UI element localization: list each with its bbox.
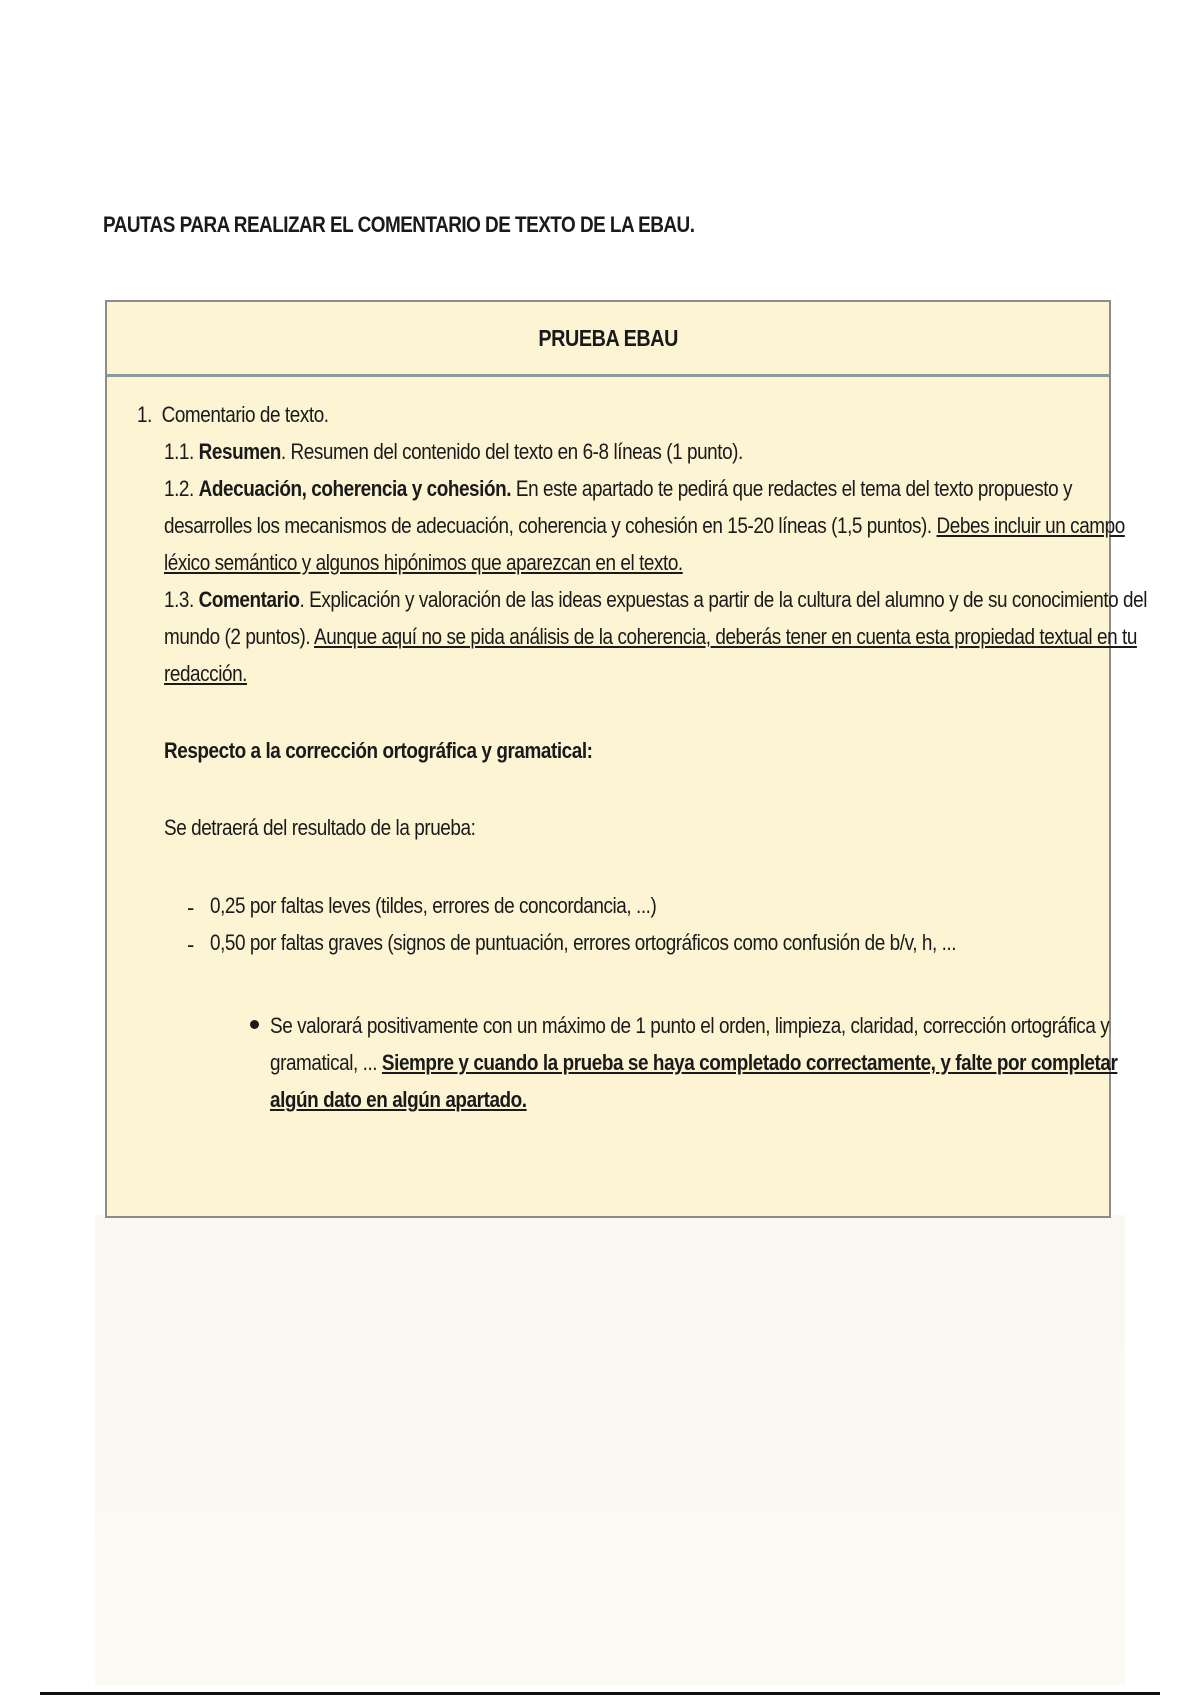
sub-item-1-3-line-1 bbox=[164, 581, 1147, 618]
page-shade bbox=[95, 1215, 1125, 1685]
sub-item-1-3-line-3 bbox=[164, 655, 247, 692]
bullet-dot bbox=[250, 1020, 259, 1029]
sub-item-1-2-line-2 bbox=[164, 507, 1125, 544]
sub-1-2-number: 1.2. bbox=[164, 476, 194, 501]
deduction-item-1: 0,25 por faltas leves (tildes, errores de concordancia, ...) bbox=[210, 893, 657, 918]
sub-1-1-number: 1.1. bbox=[164, 439, 194, 464]
bonus-line-2-bold: Siempre y cuando la prueba se haya completado correctamente, y falte por completar bbox=[381, 1050, 1118, 1075]
sub-1-1-bold: Resumen bbox=[198, 439, 281, 464]
sub-item-1-2-line-1 bbox=[164, 470, 1072, 507]
sub-1-3-underline-2: redacción. bbox=[164, 661, 248, 686]
deduct-intro: Se detraerá del resultado de la prueba: bbox=[164, 815, 476, 840]
sub-1-3-text-1: . Explicación y valoración de las ideas expuestas a partir de la cultura del alumno y de su conocimiento del bbox=[299, 587, 1148, 612]
sub-item-1-1 bbox=[164, 433, 743, 470]
sub-1-2-underline-2: léxico semántico y algunos hipónimos que aparezcan en el texto. bbox=[164, 550, 683, 575]
bonus-line-2 bbox=[270, 1044, 1117, 1081]
bottom-rule bbox=[40, 1692, 1160, 1695]
dash-bullet: - bbox=[187, 932, 195, 957]
sub-item-1-2-line-3 bbox=[164, 544, 683, 581]
prueba-ebau-box bbox=[105, 300, 1148, 1218]
sub-1-3-bold: Comentario bbox=[198, 587, 300, 612]
item-1-number: 1. bbox=[137, 402, 152, 427]
sub-item-1-3-line-2 bbox=[164, 618, 1137, 655]
sub-1-3-number: 1.3. bbox=[164, 587, 194, 612]
sub-1-2-text-2: desarrolles los mecanismos de adecuación, coherencia y cohesión en 15-20 líneas (1,5 puntos). bbox=[164, 513, 937, 538]
box-header bbox=[107, 302, 1109, 377]
sub-1-3-underline-1: Aunque aquí no se pida análisis de la coherencia, deberás tener en cuenta esta propiedad textual en tu bbox=[314, 624, 1137, 649]
sub-1-2-underline-1: Debes incluir un campo bbox=[936, 513, 1125, 538]
sub-1-2-text-1: En este apartado te pedirá que redactes el tema del texto propuesto y bbox=[511, 476, 1073, 501]
item-1-label: Comentario de texto. bbox=[161, 402, 329, 427]
document-title: PAUTAS PARA REALIZAR EL COMENTARIO DE TEXTO DE LA EBAU. bbox=[103, 212, 695, 237]
item-1 bbox=[137, 396, 329, 433]
sub-1-1-text: . Resumen del contenido del texto en 6-8 líneas (1 punto). bbox=[280, 439, 743, 464]
deduction-item-2: 0,50 por faltas graves (signos de puntuación, errores ortográficos como confusión de b/v, h, ... bbox=[210, 930, 957, 955]
box-heading: PRUEBA EBAU bbox=[538, 324, 678, 351]
sub-1-2-bold: Adecuación, coherencia y cohesión. bbox=[198, 476, 512, 501]
correction-heading: Respecto a la corrección ortográfica y gramatical: bbox=[164, 738, 593, 763]
sub-1-3-text-2: mundo (2 puntos). bbox=[164, 624, 315, 649]
bonus-line-3: algún dato en algún apartado. bbox=[270, 1087, 527, 1112]
box-body bbox=[107, 377, 1148, 1216]
bonus-line-2-plain: gramatical, ... bbox=[270, 1050, 382, 1075]
dash-bullet: - bbox=[187, 895, 195, 920]
bonus-line-1: Se valorará positivamente con un máximo de 1 punto el orden, limpieza, claridad, corrección ortográfica y bbox=[270, 1013, 1110, 1038]
